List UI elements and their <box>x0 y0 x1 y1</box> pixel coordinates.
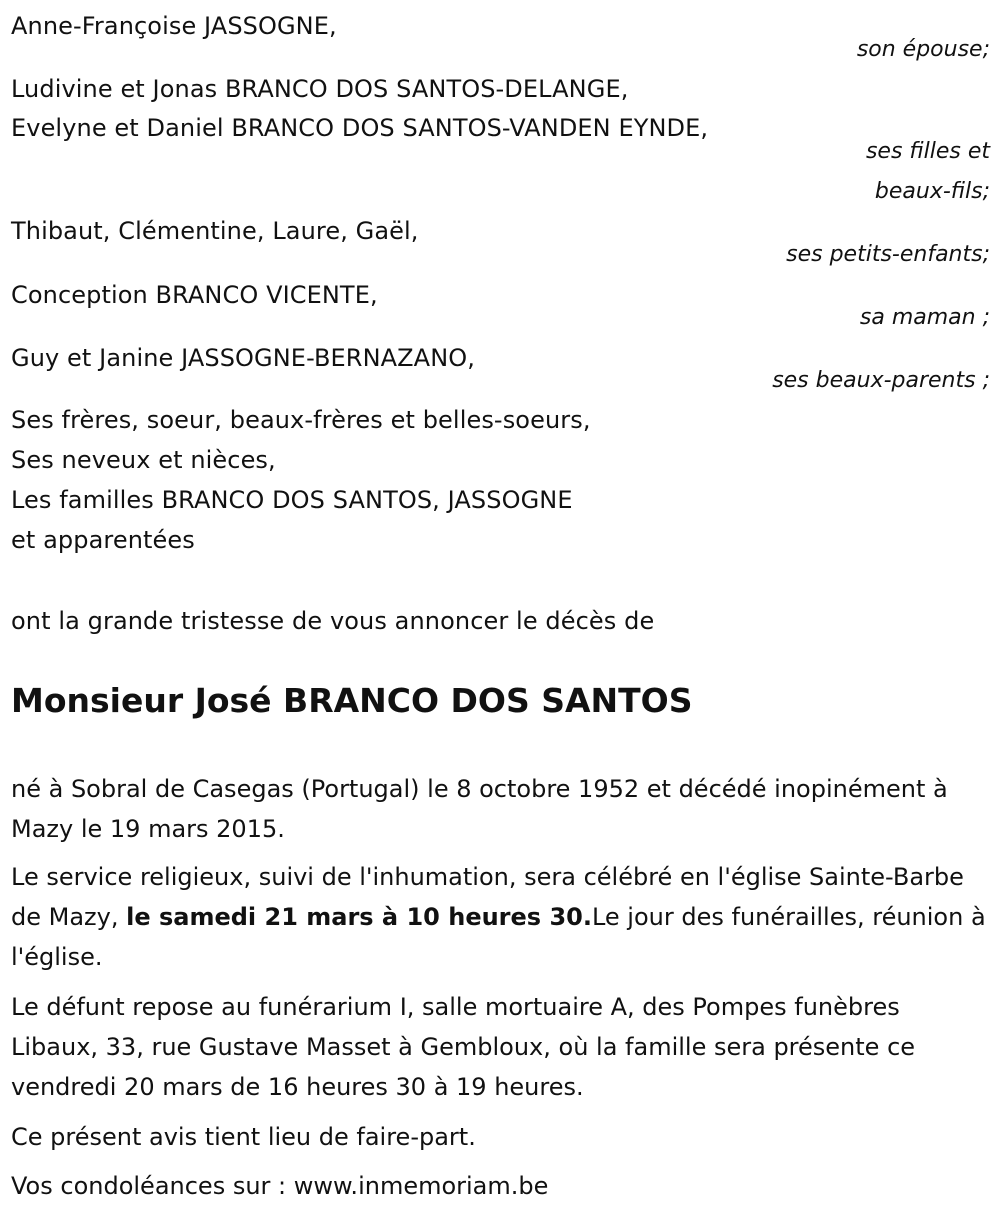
deceased-name: Monsieur José BRANCO DOS SANTOS <box>11 681 693 720</box>
service-text-before: Le service religieux, suivi de l'inhumation, sera célébré en l'église Sainte-Barbe de Mazy, <box>11 863 964 931</box>
grandchildren-names: Thibaut, Clémentine, Laure, Gaël, <box>11 217 419 245</box>
mother-relation: sa maman ; <box>859 305 990 330</box>
daughter-1-name: Ludivine et Jonas BRANCO DOS SANTOS-DELANGE, <box>11 75 629 103</box>
others-line-4: et apparentées <box>11 526 195 554</box>
others-line-3: Les familles BRANCO DOS SANTOS, JASSOGNE <box>11 486 573 514</box>
condolences-text: Vos condoléances sur : www.inmemoriam.be <box>11 1172 549 1200</box>
service-date-time: le samedi 21 mars à 10 heures 30. <box>126 903 592 931</box>
viewing-paragraph: Le défunt repose au funérarium I, salle mortuaire A, des Pompes funèbres Libaux, 33, rue Gustave Masset à Gembloux, où la famille sera présente ce vendredi 20 mars de 16 heures 30 à 19 heures. <box>11 993 916 1101</box>
service-paragraph <box>11 857 991 977</box>
daughters-relation-line1: ses filles et <box>865 139 990 164</box>
announcement-text: ont la grande tristesse de vous annoncer le décès de <box>11 607 655 635</box>
in-laws-relation: ses beaux-parents ; <box>772 368 990 393</box>
birth-death-paragraph: né à Sobral de Casegas (Portugal) le 8 octobre 1952 et décédé inopinément à Mazy le 19 mars 2015. <box>11 775 948 843</box>
daughters-relation-line2: beaux-fils; <box>874 179 990 204</box>
others-line-1: Ses frères, soeur, beaux-frères et belles-soeurs, <box>11 406 591 434</box>
grandchildren-relation: ses petits-enfants; <box>786 242 990 267</box>
service-text-after: Le jour des funérailles, réunion à l'église. <box>11 903 986 971</box>
mother-name: Conception BRANCO VICENTE, <box>11 281 378 309</box>
in-laws-names: Guy et Janine JASSOGNE-BERNAZANO, <box>11 344 475 372</box>
daughter-2-name: Evelyne et Daniel BRANCO DOS SANTOS-VANDEN EYNDE, <box>11 114 709 142</box>
spouse-name: Anne-Françoise JASSOGNE, <box>11 12 337 40</box>
spouse-relation: son épouse; <box>856 37 990 62</box>
notice-text: Ce présent avis tient lieu de faire-part. <box>11 1123 476 1151</box>
others-line-2: Ses neveux et nièces, <box>11 446 276 474</box>
